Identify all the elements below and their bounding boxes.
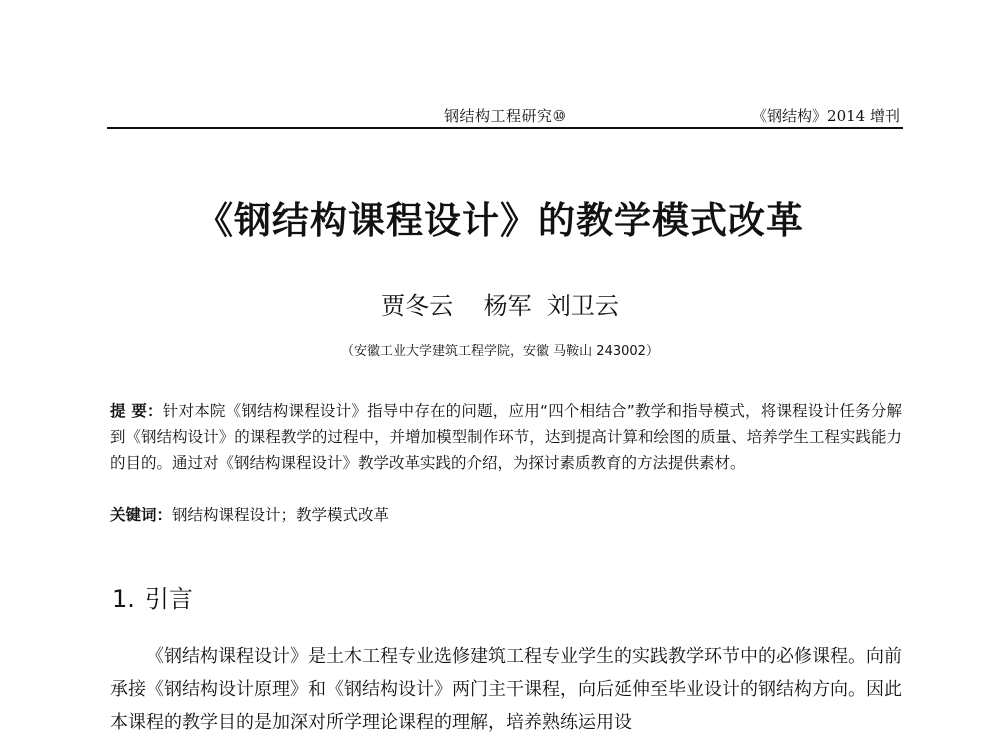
section-title: 引言 bbox=[144, 585, 193, 613]
running-header bbox=[0, 0, 1000, 130]
keywords-label: 关键词： bbox=[110, 506, 173, 524]
abstract bbox=[110, 398, 902, 476]
abstract-label: 提 要： bbox=[110, 402, 163, 420]
section-heading bbox=[112, 579, 193, 614]
paper-title: 《钢结构课程设计》的教学模式改革 bbox=[196, 199, 804, 242]
header-rule bbox=[107, 127, 903, 129]
body-paragraph: 《钢结构课程设计》是土木工程专业选修建筑工程专业学生的实践教学环节中的必修课程。向前承接《钢结构设计原理》和《钢结构设计》两门主干课程，向后延伸至毕业设计的钢结构方向。因此本课程的教学目的是加深对所学理论课程的理解，培养熟练运用设 bbox=[110, 646, 902, 733]
keywords bbox=[110, 502, 902, 528]
author-list: 贾冬云 杨军 刘卫云 bbox=[381, 292, 619, 320]
keywords-text: 钢结构课程设计；教学模式改革 bbox=[172, 506, 390, 524]
section-number: 1. bbox=[112, 585, 135, 613]
series-label: 钢结构工程研究⑩ bbox=[444, 107, 567, 125]
abstract-text: 针对本院《钢结构课程设计》指导中存在的问题，应用“四个相结合”教学和指导模式，将课程设计任务分解到《钢结构设计》的课程教学的过程中，并增加模型制作环节，达到提高计算和绘图的质量、培养学生工程实践能力的目的。通过对《钢结构课程设计》教学改革实践的介绍，为探讨素质教育的方法提供素材。 bbox=[110, 402, 902, 472]
affiliation: （安徽工业大学建筑工程学院，安徽 马鞍山 243002） bbox=[341, 344, 659, 359]
journal-label: 《钢结构》2014 增刊 bbox=[752, 107, 900, 125]
